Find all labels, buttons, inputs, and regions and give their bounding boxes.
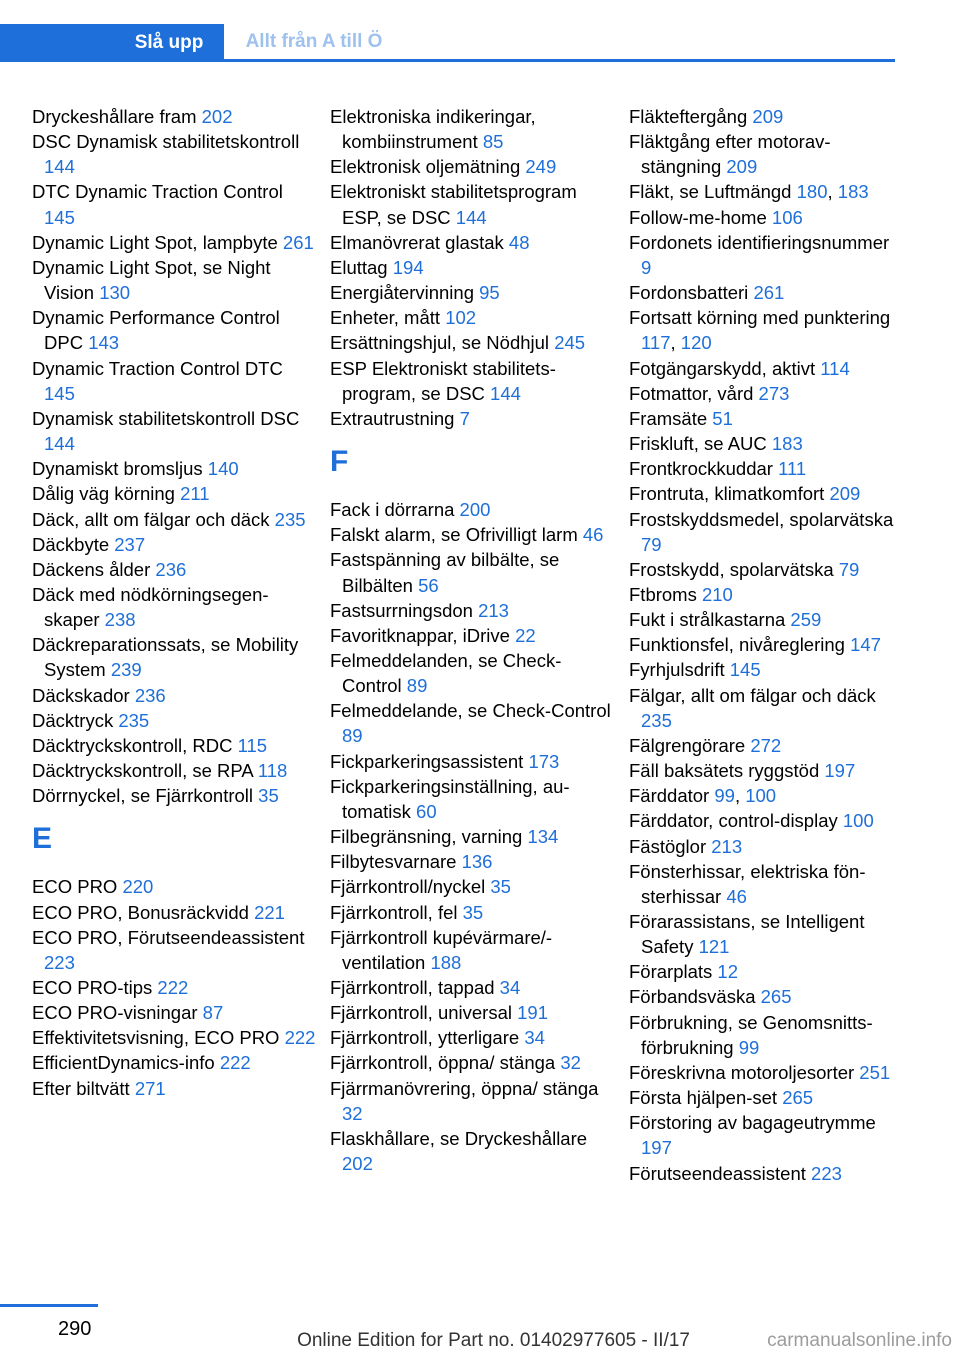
index-term: Elektronisk oljemätning [330, 156, 526, 178]
index-term: ECO PRO-visningar [32, 1002, 203, 1024]
index-entry [330, 154, 615, 179]
index-term: Förarassistans, se Intelligent Safety [629, 911, 865, 958]
index-entry [32, 708, 317, 733]
index-term: Fortsatt körning med punktering [629, 307, 891, 329]
index-entry [32, 406, 317, 456]
index-entry [32, 900, 317, 925]
index-term: Dryckeshållare fram [32, 106, 202, 127]
index-term: ECO PRO [32, 876, 123, 898]
page-reference-link[interactable]: 95 [479, 282, 500, 304]
index-term: Elektroniskt stabilitetsprogram ESP, se DSC [330, 181, 577, 228]
index-term: Dynamic Light Spot, se Night Vision [32, 256, 271, 304]
index-term: Fastspänning av bilbälte, se Bilbälten [330, 549, 560, 596]
page-reference-link[interactable]: 46 [582, 524, 604, 546]
page-reference-link[interactable]: 56 [418, 574, 439, 596]
index-term: Filbytesvarnare [330, 851, 462, 873]
index-entry [32, 632, 317, 682]
index-term: Fläkteftergång [629, 106, 753, 127]
top-navigation [0, 0, 895, 62]
index-entry [32, 925, 317, 975]
index-entry [32, 356, 317, 406]
edition-note: Online Edition for Part no. 01402977605 - II/17 [297, 1330, 690, 1351]
page-reference-link[interactable]: 100 [745, 785, 777, 807]
index-entry [330, 774, 615, 824]
index-term: Felmeddelanden, se Check-Control [330, 649, 562, 697]
index-term: Enheter, mått [330, 307, 446, 329]
index-entry [32, 481, 317, 506]
index-entry [330, 698, 615, 748]
page-reference-link[interactable]: 209 [726, 156, 758, 178]
index-entry [330, 330, 615, 355]
page-reference-link[interactable]: 210 [701, 583, 733, 605]
index-term: Däckbyte [32, 533, 115, 555]
index-term: Fickparkeringsinställning, automatisk [330, 775, 570, 822]
index-term: DSC Dynamisk stabilitetskontroll [32, 131, 300, 153]
index-term: Filbegränsning, varning [330, 826, 528, 848]
page-reference-link[interactable]: 115 [237, 734, 268, 756]
index-term: Favoritknappar, iDrive [330, 624, 516, 646]
index-term: Färddator, control-display [629, 810, 843, 832]
index-term: Fjärrkontroll, ytterligare [330, 1027, 525, 1049]
page-reference-link[interactable]: 209 [829, 483, 861, 505]
index-entry [32, 582, 317, 632]
index-term: Däcktryckskontroll, se RPA [32, 760, 258, 782]
index-term: Funktionsfel, nivåreglering [629, 634, 851, 656]
index-term: Frostskyddsmedel, spolarvätska [629, 508, 894, 530]
index-entry [330, 522, 615, 547]
page-reference-link[interactable]: 79 [838, 558, 860, 580]
index-term: Frontkrockkuddar [629, 458, 779, 480]
section-letter-heading: E [32, 822, 53, 856]
index-term: Fjärrkontroll, tappad [330, 977, 500, 998]
index-term: Fjärrkontroll, öppna/ stänga [330, 1052, 561, 1074]
index-entry [629, 1110, 899, 1160]
index-entry [629, 1161, 899, 1186]
index-term: ECO PRO, Förutseendeassistent [32, 926, 305, 948]
page-reference-link[interactable]: 144 [44, 156, 75, 178]
index-entry [32, 532, 317, 557]
index-entry [32, 507, 317, 532]
page-reference-link[interactable]: 188 [430, 951, 462, 973]
index-term: ECO PRO-tips [32, 977, 158, 998]
index-term: Fjärrmanövrering, öppna/ stänga [330, 1077, 599, 1099]
index-term: Dörrnyckel, se Fjärrkontroll [32, 785, 259, 807]
index-term: Förbrukning, se Genomsnittsförbrukning [629, 1011, 873, 1058]
index-term: Frostskydd, spolarvätska [629, 558, 839, 580]
index-entry [330, 1000, 615, 1025]
index-entry [32, 456, 317, 481]
index-entry [330, 406, 615, 431]
page-reference-link[interactable]: 147 [850, 634, 881, 656]
index-term: Däckreparationssats, se Mobility System [32, 634, 299, 681]
index-entry [629, 205, 899, 230]
index-entry [32, 783, 317, 808]
index-term: Dynamic Light Spot, lampbyte [32, 231, 283, 253]
index-entry [629, 104, 899, 129]
index-term: Fjärrkontroll/nyckel [330, 876, 491, 898]
page-reference-link[interactable]: 79 [641, 533, 662, 555]
page-reference-link[interactable]: 239 [110, 659, 142, 681]
index-entry [330, 648, 615, 698]
page-reference-link[interactable]: 114 [820, 357, 850, 379]
page-reference-link[interactable]: 273 [758, 382, 790, 404]
page-reference-link[interactable]: 194 [392, 256, 424, 278]
index-term: Däckskador [32, 684, 135, 706]
tab-allt-fran-a-till-o[interactable]: Allt från A till Ö [245, 30, 383, 52]
page-reference-link[interactable]: 144 [455, 206, 487, 228]
page-reference-link[interactable]: 130 [99, 282, 131, 304]
page-reference-link[interactable]: 106 [771, 206, 803, 228]
index-term: Färddator [629, 785, 715, 807]
index-entry [629, 129, 899, 179]
index-column-2 [330, 104, 615, 1176]
page-reference-link[interactable]: 12 [717, 961, 738, 983]
index-term: Fästöglor [629, 835, 712, 857]
index-term: Däcktryck [32, 709, 119, 731]
index-term: Däck med nödkörningsegenskaper [32, 583, 269, 631]
index-term: Effektivitetsvisning, ECO PRO [32, 1027, 285, 1049]
index-term: Fastsurrningsdon [330, 599, 479, 621]
index-entry [330, 1126, 615, 1176]
page-reference-link[interactable]: 183 [771, 433, 803, 455]
index-term: Dynamisk stabilitetskontroll DSC [32, 407, 300, 429]
index-entry [629, 607, 899, 632]
index-entry [629, 507, 899, 557]
index-term: Ersättningshjul, se Nödhjul [330, 332, 555, 354]
page-reference-link[interactable]: 99 [738, 1036, 760, 1058]
page-reference-link[interactable]: 220 [122, 876, 154, 898]
page-reference-link[interactable]: 180 [796, 181, 828, 203]
page-reference-link[interactable]: 183 [837, 181, 869, 203]
index-term: Förarplats [629, 961, 718, 983]
page-reference-link[interactable]: 209 [752, 106, 784, 127]
index-term: Eluttag [330, 256, 393, 278]
page-reference-link[interactable]: 32 [342, 1102, 363, 1124]
page-reference-link[interactable]: 117 [641, 332, 671, 354]
page-reference-link[interactable]: 191 [517, 1002, 548, 1024]
index-entry: Fortsatt körning med punktering 117, 120 [629, 307, 891, 354]
index-term: Elmanövrerat glastak [330, 231, 509, 253]
index-term: Energiåtervinning [330, 282, 480, 304]
index-entry: Färddator 99, 100 [629, 785, 777, 807]
index-entry [32, 874, 317, 899]
index-entry [629, 657, 899, 682]
index-term: Follow-me-home [629, 206, 772, 228]
index-entry [330, 305, 615, 330]
index-term: Förbandsväska [629, 986, 761, 1008]
index-entry [32, 305, 317, 355]
index-entry [330, 356, 615, 406]
watermark: carmanualsonline.info [767, 1330, 952, 1351]
page-reference-link[interactable]: 143 [88, 332, 120, 354]
tab-bar-accent [0, 24, 114, 62]
index-term: Fjärrkontroll, fel [330, 901, 463, 923]
page-reference-link[interactable]: 222 [284, 1027, 316, 1049]
index-term: Framsäte [629, 407, 713, 429]
page-reference-link[interactable]: 60 [416, 800, 437, 822]
index-entry [629, 909, 899, 959]
index-entry [330, 849, 615, 874]
page-reference-link[interactable]: 173 [528, 750, 560, 772]
index-term: Däck, allt om fälgar och däck [32, 508, 275, 530]
index-entry [330, 1050, 615, 1075]
index-entry [629, 683, 899, 733]
page-reference-link[interactable]: 87 [202, 1002, 224, 1024]
page-reference-link[interactable]: 144 [44, 433, 75, 455]
page-reference-link[interactable]: 251 [859, 1061, 891, 1083]
index-entry [330, 1025, 615, 1050]
index-term: Fälgar, allt om fälgar och däck [629, 684, 876, 706]
index-entry [629, 456, 899, 481]
page-reference-link[interactable]: 202 [201, 106, 233, 127]
page-reference-link[interactable]: 7 [459, 407, 470, 429]
index-column-1 [32, 104, 317, 1101]
index-column-3 [629, 104, 899, 1186]
page-reference-link[interactable]: 145 [44, 382, 75, 404]
index-entry [629, 1060, 899, 1085]
page-reference-link[interactable]: 134 [527, 826, 559, 848]
page-reference-link[interactable]: 34 [499, 977, 521, 998]
index-entry [330, 975, 615, 1000]
page-reference-link[interactable]: 89 [342, 725, 363, 747]
page-reference-link[interactable]: 145 [44, 206, 75, 228]
index-entry [629, 381, 899, 406]
index-entry [629, 582, 899, 607]
page-reference-link[interactable]: 249 [525, 156, 557, 178]
index-entry [32, 557, 317, 582]
index-term: Fotgängarskydd, aktivt [629, 357, 821, 379]
page-reference-link[interactable]: 51 [712, 407, 733, 429]
page-reference-link[interactable]: 272 [750, 734, 782, 756]
index-entry [629, 758, 899, 783]
page-reference-link[interactable]: 200 [459, 499, 491, 521]
index-entry [330, 824, 615, 849]
page-reference-link[interactable]: 235 [118, 709, 150, 731]
index-term: Fjärrkontroll kupévärmare/ventilation [330, 926, 553, 973]
index-term: Däcktryckskontroll, RDC [32, 734, 238, 756]
index-entry [629, 406, 899, 431]
page-reference-link[interactable]: 32 [560, 1052, 581, 1074]
index-entry [32, 1000, 317, 1025]
tab-underline [0, 59, 895, 62]
page-reference-link[interactable]: 144 [490, 382, 521, 404]
index-term: Fordonets identifieringsnummer [629, 231, 890, 253]
page-reference-link[interactable]: 213 [478, 599, 509, 621]
index-term: EfficientDynamics-info [32, 1052, 220, 1074]
page-reference-link[interactable]: 35 [462, 901, 484, 923]
index-entry [629, 1010, 899, 1060]
index-entry [330, 547, 615, 597]
index-entry [32, 129, 317, 179]
page-reference-link[interactable]: 48 [508, 231, 530, 253]
page-reference-link[interactable]: 235 [274, 508, 306, 530]
index-entry [629, 431, 899, 456]
index-entry [629, 733, 899, 758]
index-term: Elektroniska indikeringar, kombiinstrument [330, 106, 536, 153]
index-term: Fönsterhissar, elektriska fönsterhissar [629, 860, 866, 907]
index-term: Ftbroms [629, 583, 702, 605]
page-reference-link[interactable]: 213 [711, 835, 743, 857]
index-entry [330, 874, 615, 899]
index-entry [32, 104, 317, 129]
index-entry [330, 255, 615, 280]
index-entry [32, 1025, 317, 1050]
page-reference-link[interactable]: 235 [641, 709, 672, 731]
page-reference-link[interactable]: 121 [698, 936, 730, 958]
index-entry [32, 975, 317, 1000]
index-entry [32, 179, 317, 229]
page-reference-link[interactable]: 238 [104, 609, 136, 631]
index-entry [629, 959, 899, 984]
index-entry [629, 859, 899, 909]
page-reference-link[interactable]: 120 [680, 332, 712, 354]
index-entry [629, 356, 899, 381]
page-reference-link[interactable]: 237 [114, 533, 146, 555]
page-reference-link[interactable]: 223 [811, 1162, 842, 1184]
index-entry [32, 1076, 317, 1101]
index-term: Fyrhjulsdrift [629, 659, 730, 681]
index-term: Felmeddelande, se Check-Control [330, 700, 611, 722]
index-term: Friskluft, se AUC [629, 433, 772, 455]
index-term: Fordonsbatteri [629, 282, 754, 304]
page-reference-link[interactable]: 265 [760, 986, 792, 1008]
index-term: Dynamic Performance Control DPC [32, 307, 280, 354]
index-term: ECO PRO, Bonusräckvidd [32, 901, 255, 923]
index-entry: Fläkt, se Luftmängd 180, 183 [629, 181, 869, 203]
index-entry [330, 1076, 615, 1126]
index-term: ESP Elektroniskt stabilitetsprogram, se DSC [330, 357, 556, 404]
index-entry [330, 230, 615, 255]
index-entry [330, 497, 615, 522]
index-entry [330, 179, 615, 229]
page-reference-link[interactable]: 145 [729, 659, 761, 681]
page-reference-link[interactable]: 197 [641, 1137, 672, 1159]
page-reference-link[interactable]: 197 [824, 760, 856, 782]
index-term: Förutseendeassistent [629, 1162, 812, 1184]
page-reference-link[interactable]: 34 [524, 1027, 545, 1049]
index-term: Fjärrkontroll, universal [330, 1002, 518, 1024]
section-letter-heading: F [330, 445, 349, 479]
index-entry [629, 557, 899, 582]
page-reference-link[interactable]: 118 [257, 760, 288, 782]
index-entry [32, 733, 317, 758]
index-term: Flaskhållare, se Dryckeshållare [330, 1127, 588, 1149]
index-term: Extrautrustning [330, 407, 460, 429]
index-entry [629, 834, 899, 859]
index-term: Fukt i strålkastarna [629, 609, 791, 631]
page-reference-link[interactable]: 211 [180, 483, 210, 505]
page-reference-link[interactable]: 140 [207, 458, 239, 480]
page-reference-link[interactable]: 236 [155, 558, 187, 580]
page-reference-link[interactable]: 99 [714, 785, 735, 807]
index-term: Fack i dörrarna [330, 499, 460, 521]
page-reference-link[interactable]: 111 [778, 458, 807, 480]
index-entry [629, 280, 899, 305]
page-number-rule [0, 1304, 98, 1307]
page-reference-link[interactable]: 236 [134, 684, 166, 706]
index-term: Dynamiskt bromsljus [32, 458, 208, 480]
page-reference-link[interactable]: 221 [254, 901, 285, 923]
index-entry [330, 598, 615, 623]
index-term: Dynamic Traction Control DTC [32, 357, 283, 379]
index-entry [629, 1085, 899, 1110]
tab-sla-upp[interactable]: Slå upp [114, 24, 224, 62]
index-entry [330, 104, 615, 154]
page-reference-link[interactable]: 85 [482, 131, 504, 153]
page-reference-link[interactable]: 261 [753, 282, 785, 304]
index-term: Första hjälpen-set [629, 1087, 783, 1109]
index-entry [32, 758, 317, 783]
index-term: DTC Dynamic Traction Control [32, 181, 283, 203]
index-term: Fickparkeringsassistent [330, 750, 529, 772]
page-reference-link[interactable]: 102 [445, 307, 477, 329]
index-entry [629, 632, 899, 657]
page-reference-link[interactable]: 259 [790, 609, 822, 631]
page-reference-link[interactable]: 271 [134, 1077, 166, 1099]
index-term: Frontruta, klimatkomfort [629, 483, 830, 505]
index-entry [629, 984, 899, 1009]
index-entry [330, 900, 615, 925]
page-reference-link[interactable]: 35 [490, 876, 511, 898]
index-entry [32, 230, 317, 255]
index-term: Falskt alarm, se Ofrivilligt larm [330, 524, 583, 546]
index-term: Däckens ålder [32, 558, 156, 580]
index-term: Fälgrengörare [629, 734, 751, 756]
page-reference-link[interactable]: 22 [515, 624, 536, 646]
index-term: Dålig väg körning [32, 483, 181, 505]
page-reference-link[interactable]: 265 [782, 1087, 814, 1109]
page-reference-link[interactable]: 136 [461, 851, 493, 873]
page-reference-link[interactable]: 46 [726, 885, 747, 907]
index-entry [330, 623, 615, 648]
index-entry [330, 925, 615, 975]
index-term: Fäll baksätets ryggstöd [629, 760, 825, 782]
index-entry [629, 808, 899, 833]
page-reference-link[interactable]: 9 [641, 256, 652, 278]
page-reference-link[interactable]: 222 [157, 977, 189, 998]
index-entry [629, 230, 899, 280]
index-entry [629, 481, 899, 506]
page-reference-link[interactable]: 223 [44, 951, 75, 973]
index-term: Föreskrivna motoroljesorter [629, 1061, 860, 1083]
index-entry [32, 1050, 317, 1075]
index-term: Efter biltvätt [32, 1077, 135, 1099]
index-term: Fläkt, se Luftmängd [629, 181, 797, 203]
page-reference-link[interactable]: 89 [406, 675, 428, 697]
page-reference-link[interactable]: 35 [258, 785, 279, 807]
page-reference-link[interactable]: 100 [842, 810, 874, 832]
page-reference-link[interactable]: 222 [219, 1052, 251, 1074]
index-term: Förstoring av bagageutrymme [629, 1112, 876, 1134]
page-reference-link[interactable]: 261 [282, 231, 314, 253]
index-entry [330, 280, 615, 305]
index-term: Fotmattor, vård [629, 382, 759, 404]
index-entry [330, 749, 615, 774]
page-reference-link[interactable]: 202 [342, 1153, 373, 1175]
page-number: 290 [58, 1318, 92, 1340]
page-reference-link[interactable]: 245 [554, 332, 586, 354]
index-entry [32, 683, 317, 708]
index-term: Fläktgång efter motoravstängning [629, 131, 831, 178]
index-entry [32, 255, 317, 305]
